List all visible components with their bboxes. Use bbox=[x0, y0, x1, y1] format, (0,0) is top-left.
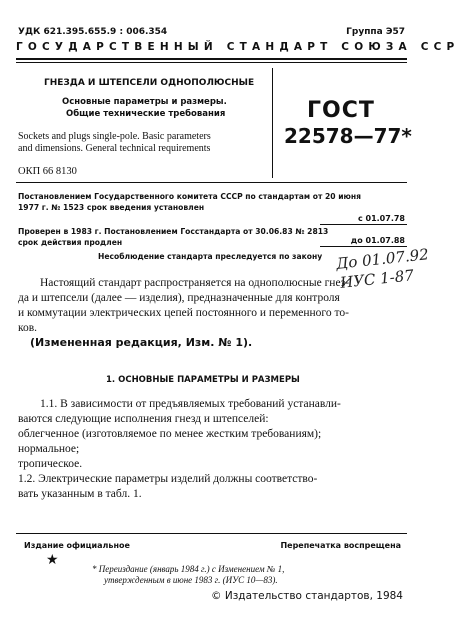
header-rule bbox=[16, 58, 407, 60]
reissue-note-line-1: * Переиздание (январь 1984 г.) с Изменением № 1, bbox=[92, 564, 285, 574]
title-english-line-1: Sockets and plugs single-pole. Basic parameters bbox=[18, 131, 211, 142]
extension-date-rule bbox=[320, 246, 407, 247]
verification-line-2: срок действия продлен bbox=[18, 238, 123, 247]
verification-line-1: Проверен в 1983 г. Постановлением Госстандарта от 30.06.83 № 2813 bbox=[18, 227, 329, 236]
footer-rule bbox=[16, 533, 407, 534]
handwritten-annotation-2: ИУС 1-87 bbox=[339, 266, 415, 292]
clause-1-2-line-1: 1.2. Электрические параметры изделий должны соответство- bbox=[18, 473, 318, 485]
option-lightweight: облегченное (изготовляемое по менее жестким требованиям); bbox=[18, 428, 322, 440]
title-english-line-2: and dimensions. General technical requirements bbox=[18, 143, 211, 154]
clause-1-1-line-2: ваются следующие исполнения гнезд и штепселей: bbox=[18, 413, 269, 425]
reissue-note-line-2: утвержденным в июне 1983 г. (ИУС 10—83). bbox=[104, 575, 278, 585]
option-tropical: тропическое. bbox=[18, 458, 83, 470]
effective-date-rule bbox=[320, 224, 407, 225]
option-normal: нормальное; bbox=[18, 443, 80, 455]
copyright: © Издательство стандартов, 1984 bbox=[211, 590, 403, 602]
edition-note: (Измененная редакция, Изм. № 1). bbox=[30, 336, 253, 349]
state-standard-banner: ГОСУДАРСТВЕННЫЙ СТАНДАРТ СОЮЗА ССР bbox=[16, 41, 459, 53]
intro-paragraph-line-1: Настоящий стандарт распространяется на однополюсные гнез- bbox=[40, 277, 350, 289]
clause-1-1-line-1: 1.1. В зависимости от предъявляемых требований устанавли- bbox=[40, 398, 341, 410]
udc-code: УДК 621.395.655.9 : 006.354 bbox=[18, 27, 168, 37]
handwritten-annotation-1: До 01.07.92 bbox=[335, 245, 430, 273]
official-edition: Издание официальное bbox=[24, 541, 130, 550]
header-rule-thin bbox=[16, 62, 407, 63]
star-icon: ★ bbox=[46, 552, 59, 568]
approval-line-2: 1977 г. № 1523 срок введения установлен bbox=[18, 203, 205, 212]
gost-label: ГОСТ bbox=[307, 98, 375, 123]
title-bottom-rule bbox=[16, 182, 407, 183]
intro-paragraph-line-4: ков. bbox=[18, 322, 38, 334]
subtitle-line-1: Основные параметры и размеры. bbox=[62, 97, 227, 107]
reprint-prohibited: Перепечатка воспрещена bbox=[280, 541, 401, 550]
title-russian: ГНЕЗДА И ШТЕПСЕЛИ ОДНОПОЛЮСНЫЕ bbox=[44, 78, 255, 88]
intro-paragraph-line-2: да и штепсели (далее — изделия), предназначенные для контроля bbox=[18, 292, 340, 304]
okp-code: ОКП 66 8130 bbox=[18, 166, 77, 177]
group-code: Группа Э57 bbox=[346, 27, 405, 37]
subtitle-line-2: Общие технические требования bbox=[66, 109, 226, 119]
title-divider bbox=[272, 68, 273, 178]
extension-date: до 01.07.88 bbox=[350, 236, 405, 245]
approval-line-1: Постановлением Государственного комитета СССР по стандартам от 20 июня bbox=[18, 192, 362, 201]
intro-paragraph-line-3: и коммутации электрических цепей постоянного и переменного то- bbox=[18, 307, 349, 319]
section-heading: 1. ОСНОВНЫЕ ПАРАМЕТРЫ И РАЗМЕРЫ bbox=[106, 375, 300, 385]
clause-1-2-line-2: вать указанным в табл. 1. bbox=[18, 488, 142, 500]
effective-date: с 01.07.78 bbox=[357, 214, 405, 223]
legal-notice: Несоблюдение стандарта преследуется по закону bbox=[98, 252, 323, 261]
gost-number: 22578—77* bbox=[284, 124, 412, 148]
